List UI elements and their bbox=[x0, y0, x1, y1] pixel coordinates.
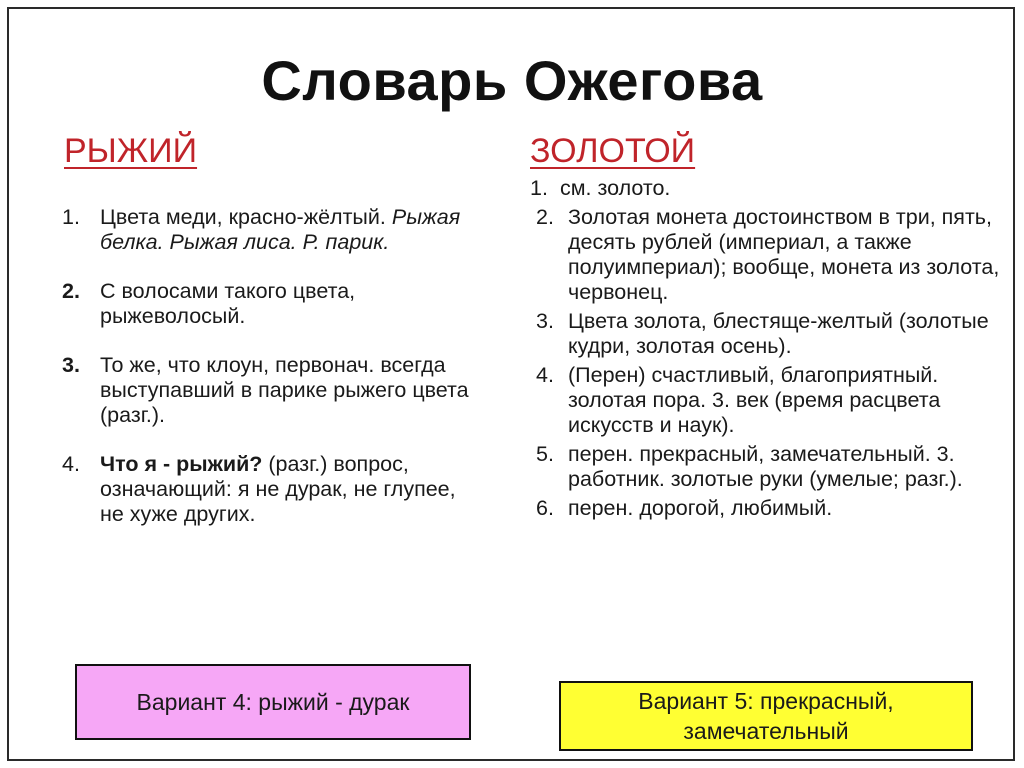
item-number: 1. bbox=[530, 176, 548, 200]
variant-5-label-line2: замечательный bbox=[683, 718, 849, 744]
item-number: 5. bbox=[536, 442, 554, 466]
item-number: 4. bbox=[536, 363, 554, 387]
item-number: 6. bbox=[536, 496, 554, 520]
definition-text: Цвета золота, блестяще-желтый (золотые кудри, золотая осень). bbox=[568, 309, 989, 358]
variant-4-box bbox=[75, 664, 471, 740]
ryzhiy-definitions bbox=[62, 205, 482, 551]
item-number: 2. bbox=[62, 279, 80, 303]
definition-item bbox=[530, 363, 1000, 438]
heading-ryzhiy: РЫЖИЙ bbox=[64, 132, 198, 170]
item-number: 4. bbox=[62, 452, 80, 476]
variant-5-box bbox=[559, 681, 973, 751]
definition-text: Цвета меди, красно-жёлтый. bbox=[100, 205, 386, 229]
item-number: 3. bbox=[536, 309, 554, 333]
definition-text: (разг.) вопрос, означающий: я не дурак, не глупее, не хуже других. bbox=[100, 452, 456, 526]
variant-5-label-line1: Вариант 5: прекрасный, bbox=[638, 688, 894, 714]
definition-item bbox=[530, 205, 1000, 305]
definition-item bbox=[530, 442, 1000, 492]
zolotoy-definitions bbox=[530, 176, 1000, 525]
definition-text: перен. прекрасный, замечательный. 3. работник. золотые руки (умелые; разг.). bbox=[568, 442, 963, 491]
definition-example: Рыжая белка. Рыжая лиса. Р. парик. bbox=[100, 205, 461, 254]
definition-text: (Перен) счастливый, благоприятный. золотая пора. 3. век (время расцвета искусств и наук). bbox=[568, 363, 941, 437]
definition-item bbox=[62, 279, 482, 329]
definition-item bbox=[62, 205, 482, 255]
definition-item bbox=[530, 176, 1000, 201]
definition-text: перен. дорогой, любимый. bbox=[568, 496, 833, 520]
definition-text: С волосами такого цвета, рыжеволосый. bbox=[100, 279, 356, 328]
idiom-phrase: Что я - рыжий? bbox=[100, 452, 263, 476]
definition-item bbox=[530, 309, 1000, 359]
definition-text: Золотая монета достоинством в три, пять, десять рублей (империал, а также полуимпериал); вообще, монета из золота, червонец. bbox=[568, 205, 1000, 304]
variant-4-label: Вариант 4: рыжий - дурак bbox=[136, 689, 410, 715]
definition-item bbox=[62, 452, 482, 527]
item-number: 3. bbox=[62, 353, 80, 377]
heading-zolotoy: ЗОЛОТОЙ bbox=[530, 132, 696, 170]
definition-item bbox=[530, 496, 1000, 521]
item-number: 1. bbox=[62, 205, 80, 229]
page-title: Словарь Ожегова bbox=[261, 49, 763, 112]
definition-text: То же, что клоун, первонач. всегда выступавший в парике рыжего цвета (разг.). bbox=[100, 353, 469, 427]
definition-item bbox=[62, 353, 482, 428]
item-number: 2. bbox=[536, 205, 554, 229]
definition-text: см. золото. bbox=[560, 176, 671, 200]
